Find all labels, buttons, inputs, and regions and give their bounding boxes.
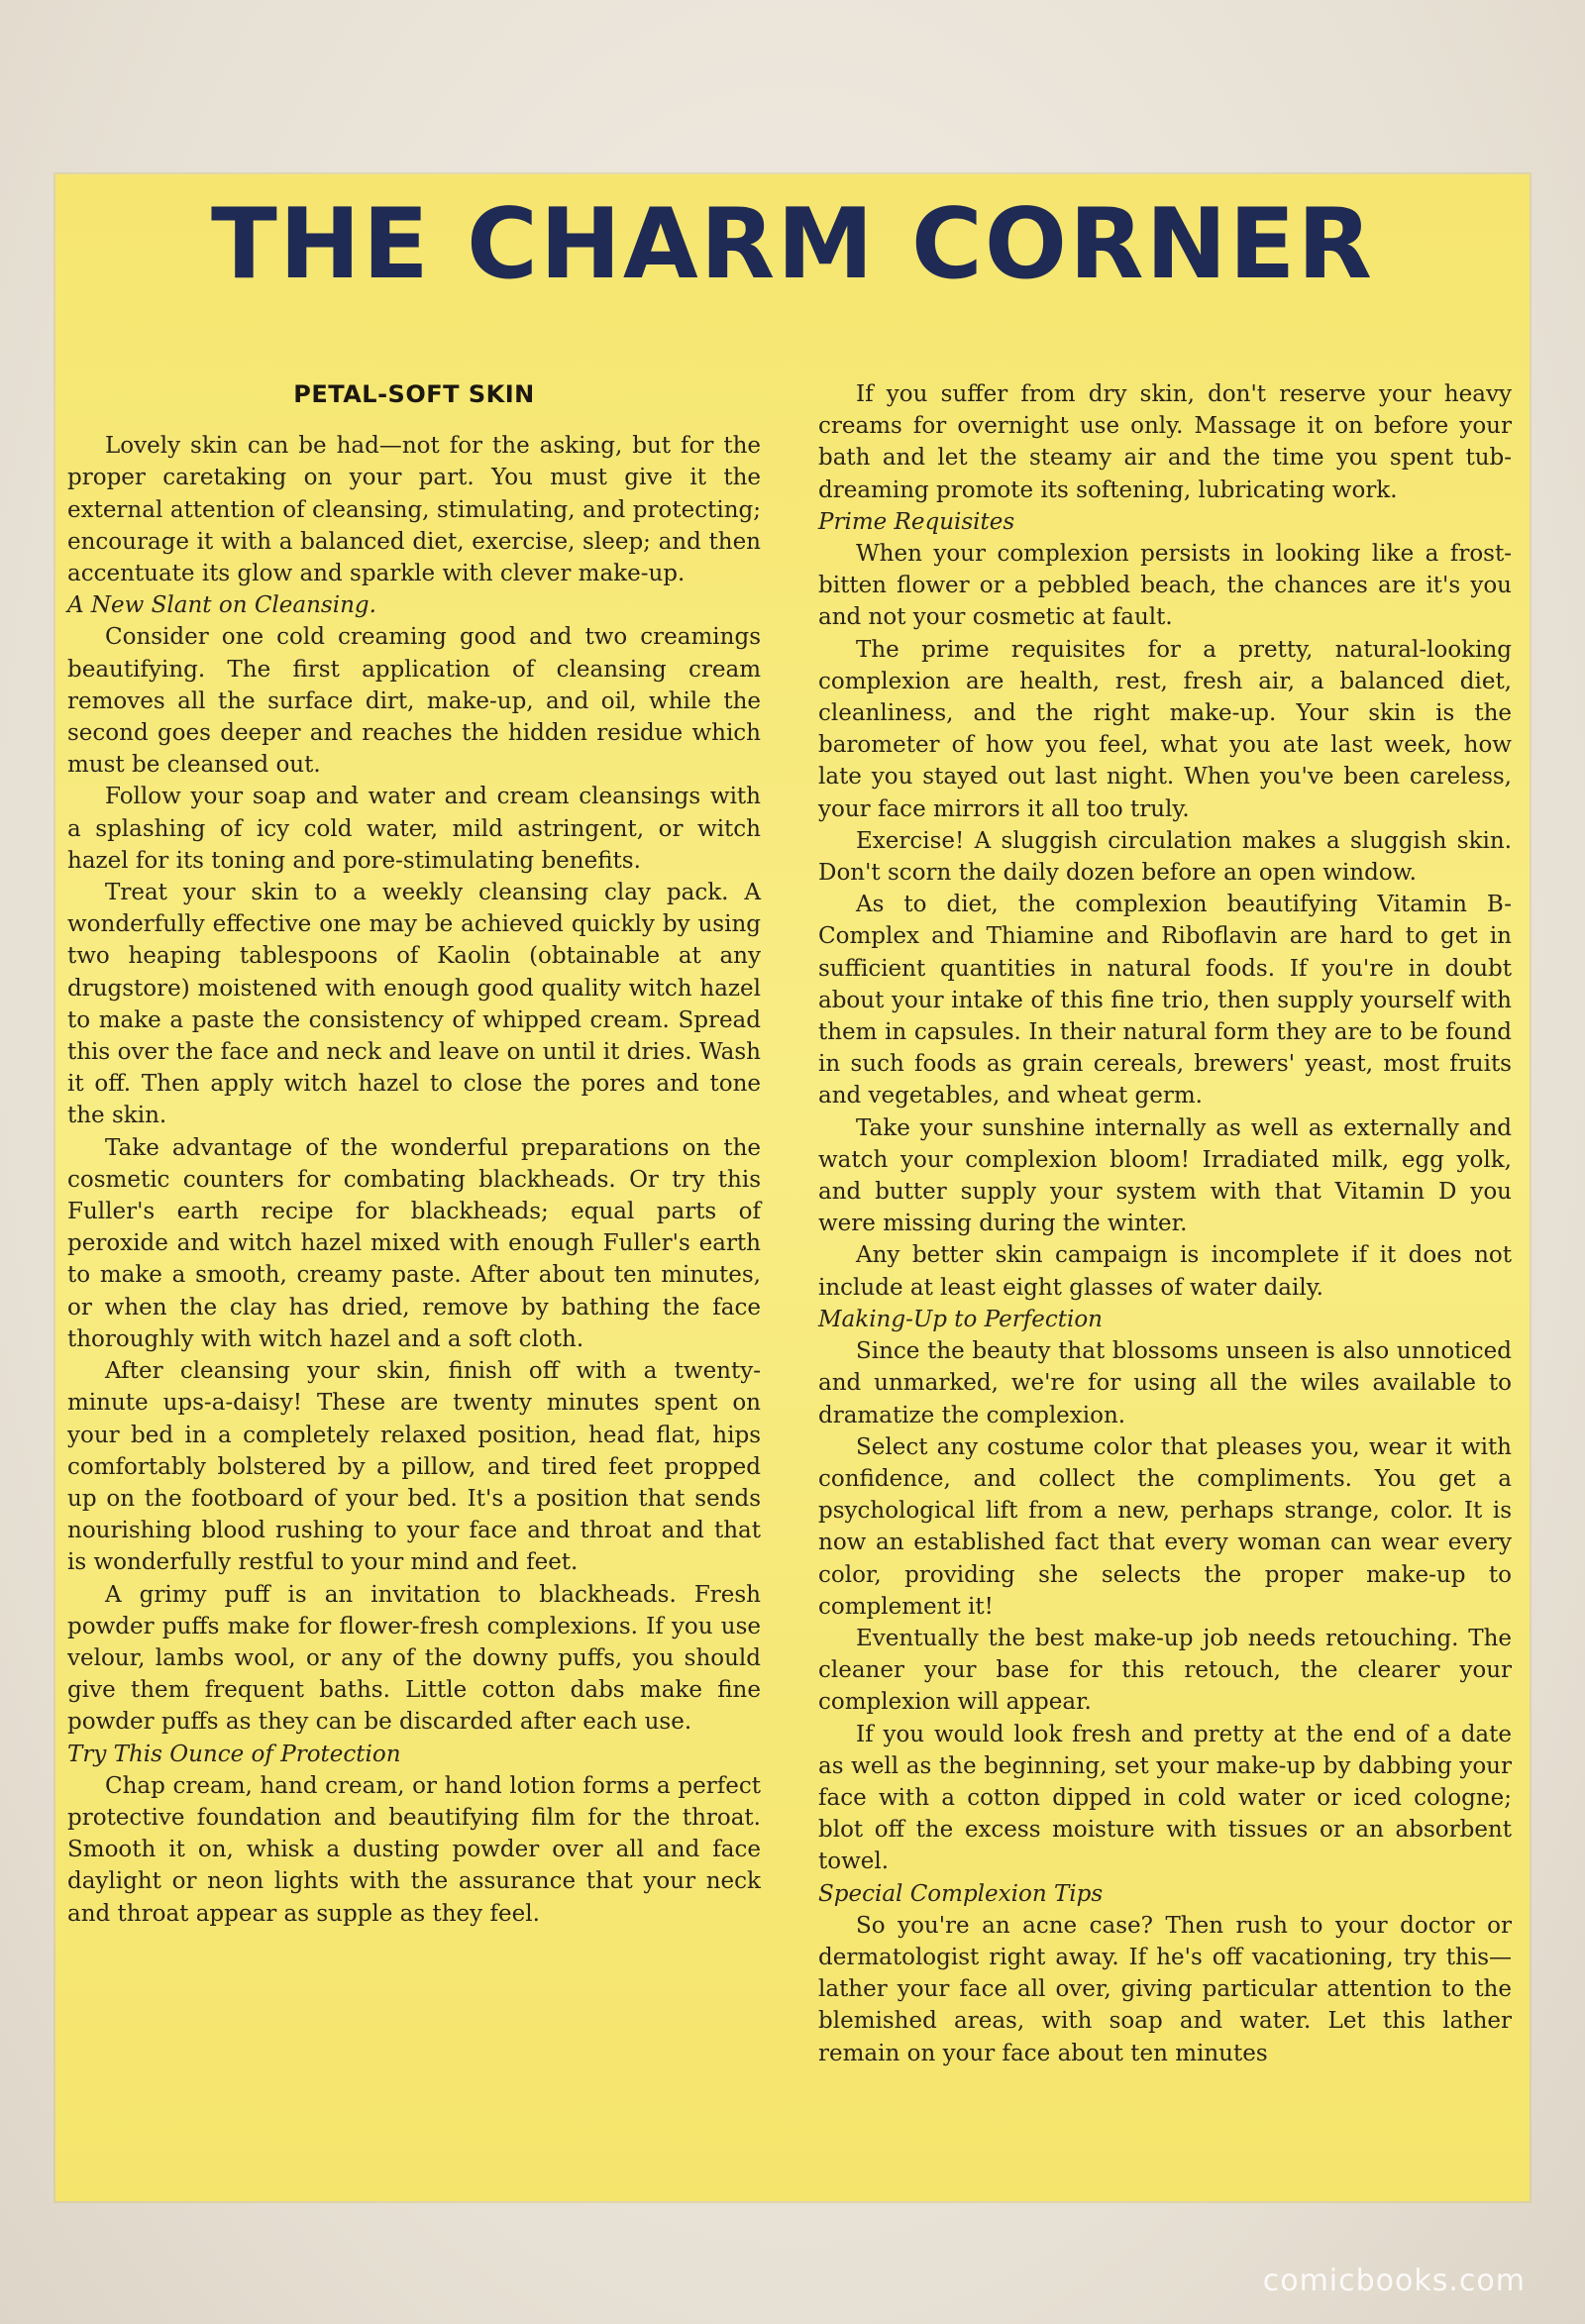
- subheading: Prime Requisites: [818, 508, 1015, 535]
- paragraph: Select any costume color that pleases you, wear it with confidence, and collect the compliments. You get a psychological lift from a new, perhaps strange, color. It is now an established fact that every woman can wear every color, providing she selects the proper make-up to complement it!: [818, 1433, 1512, 1620]
- subheading: Try This Ounce of Protection: [67, 1741, 401, 1767]
- left-column: [67, 378, 761, 1930]
- paragraph: Treat your skin to a weekly cleansing clay pack. A wonderfully effective one may be achieved quickly by using two heaping tablespoons of Kaolin (obtainable at any drugstore) moistened with enough good quality witch hazel to make a paste the consistency of whipped cream. Spread this over the face and neck and leave on until it dries. Wash it off. Then apply witch hazel to close the pores and tone the skin.: [67, 880, 761, 1129]
- paragraph: Consider one cold creaming good and two creamings beautifying. The first application of cleansing cream removes all the surface dirt, make-up, and oil, while the second goes deeper and reaches the hidden residue which must be cleansed out.: [67, 624, 761, 779]
- paragraph: Since the beauty that blossoms unseen is also unnoticed and unmarked, we're for using all the wiles available to dramatize the complexion.: [818, 1338, 1512, 1428]
- section-heading: PETAL-SOFT SKIN: [293, 380, 535, 408]
- paragraph: After cleansing your skin, finish off with a twenty-minute ups-a-daisy! These are twenty minutes spent on your bed in a completely relaxed position, head flat, hips comfortably bolstered by a pillow, and tired feet propped up on the footboard of your bed. It's a position that sends nourishing blood rushing to your face and throat and that is wonderfully restful to your mind and feet.: [67, 1358, 761, 1576]
- right-column: [818, 378, 1512, 2069]
- paragraph: Lovely skin can be had—not for the asking, but for the proper caretaking on your part. You must give it the external attention of cleansing, stimulating, and protecting; encourage it with a balanced diet, exercise, sleep; and then accentuate its glow and sparkle with clever make-up.: [67, 433, 761, 587]
- paragraph: Exercise! A sluggish circulation makes a sluggish skin. Don't scorn the daily dozen before an open window.: [818, 827, 1512, 887]
- paragraph: As to diet, the complexion beautifying Vitamin B-Complex and Thiamine and Riboflavin are hard to get in sufficient quantities in natural foods. If you're in doubt about your intake of this fine trio, then supply yourself with them in capsules. In their natural form they are to be found in such foods as grain cereals, brewers' yeast, most fruits and vegetables, and wheat germ.: [818, 892, 1512, 1109]
- subheading: Special Complexion Tips: [818, 1880, 1104, 1907]
- paragraph: Take your sunshine internally as well as externally and watch your complexion bloom! Irradiated milk, egg yolk, and butter supply your system with that Vitamin D you were missing during the winter.: [818, 1114, 1512, 1237]
- subheading: Making-Up to Perfection: [818, 1306, 1103, 1332]
- paragraph: Take advantage of the wonderful preparations on the cosmetic counters for combating blackheads. Or try this Fuller's earth recipe for blackheads; equal parts of peroxide and witch hazel mixed with enough Fuller's earth to make a smooth, creamy paste. After about ten minutes, or when the clay has dried, remove by bathing the face thoroughly with witch hazel and a soft cloth.: [67, 1134, 761, 1352]
- page-title: THE CHARM CORNER: [211, 188, 1374, 301]
- paragraph: A grimy puff is an invitation to blackheads. Fresh powder puffs make for flower-fresh complexions. If you use velour, lambs wool, or any of the downy puffs, you should give them frequent baths. Little cotton dabs make fine powder puffs as they can be discarded after each use.: [67, 1581, 761, 1736]
- paragraph: Any better skin campaign is incomplete if it does not include at least eight glasses of water daily.: [818, 1242, 1512, 1301]
- paragraph: Follow your soap and water and cream cleansings with a splashing of icy cold water, mild astringent, or witch hazel for its toning and pore-stimulating benefits.: [67, 784, 761, 874]
- paragraph: If you suffer from dry skin, don't reserve your heavy creams for overnight use only. Massage it on before your bath and let the steamy air and the time you spent tub-dreaming promote its softening, lubricating work.: [818, 381, 1512, 503]
- paragraph: If you would look fresh and pretty at the end of a date as well as the beginning, set your make-up by dabbing your face with a cotton dipped in cold water or iced cologne; blot off the excess moisture with tissues or an absorbent towel.: [818, 1721, 1512, 1875]
- paragraph: The prime requisites for a pretty, natural-looking complexion are health, rest, fresh air, a balanced diet, cleanliness, and the right make-up. Your skin is the barometer of how you feel, what you ate last week, how late you stayed out last night. When you've been careless, your face mirrors it all too truly.: [818, 636, 1512, 822]
- watermark: comicbooks.com: [1262, 2264, 1526, 2298]
- paragraph: Chap cream, hand cream, or hand lotion forms a perfect protective foundation and beautifying film for the throat. Smooth it on, whisk a dusting powder over all and face daylight or neon lights with the assurance that your neck and throat appear as supple as they feel.: [67, 1772, 761, 1927]
- paragraph: So you're an acne case? Then rush to your doctor or dermatologist right away. If he's off vacationing, try this—lather your face all over, giving particular attention to the blemished areas, with soap and water. Let this lather remain on your face about ten minutes: [818, 1912, 1512, 2066]
- paragraph: When your complexion persists in looking like a frost-bitten flower or a pebbled beach, the chances are it's you and not your cosmetic at fault.: [818, 541, 1512, 631]
- subheading: A New Slant on Cleansing.: [67, 592, 376, 619]
- paragraph: Eventually the best make-up job needs retouching. The cleaner your base for this retouch, the clearer your complexion will appear.: [818, 1625, 1512, 1716]
- article-panel: [55, 174, 1530, 2201]
